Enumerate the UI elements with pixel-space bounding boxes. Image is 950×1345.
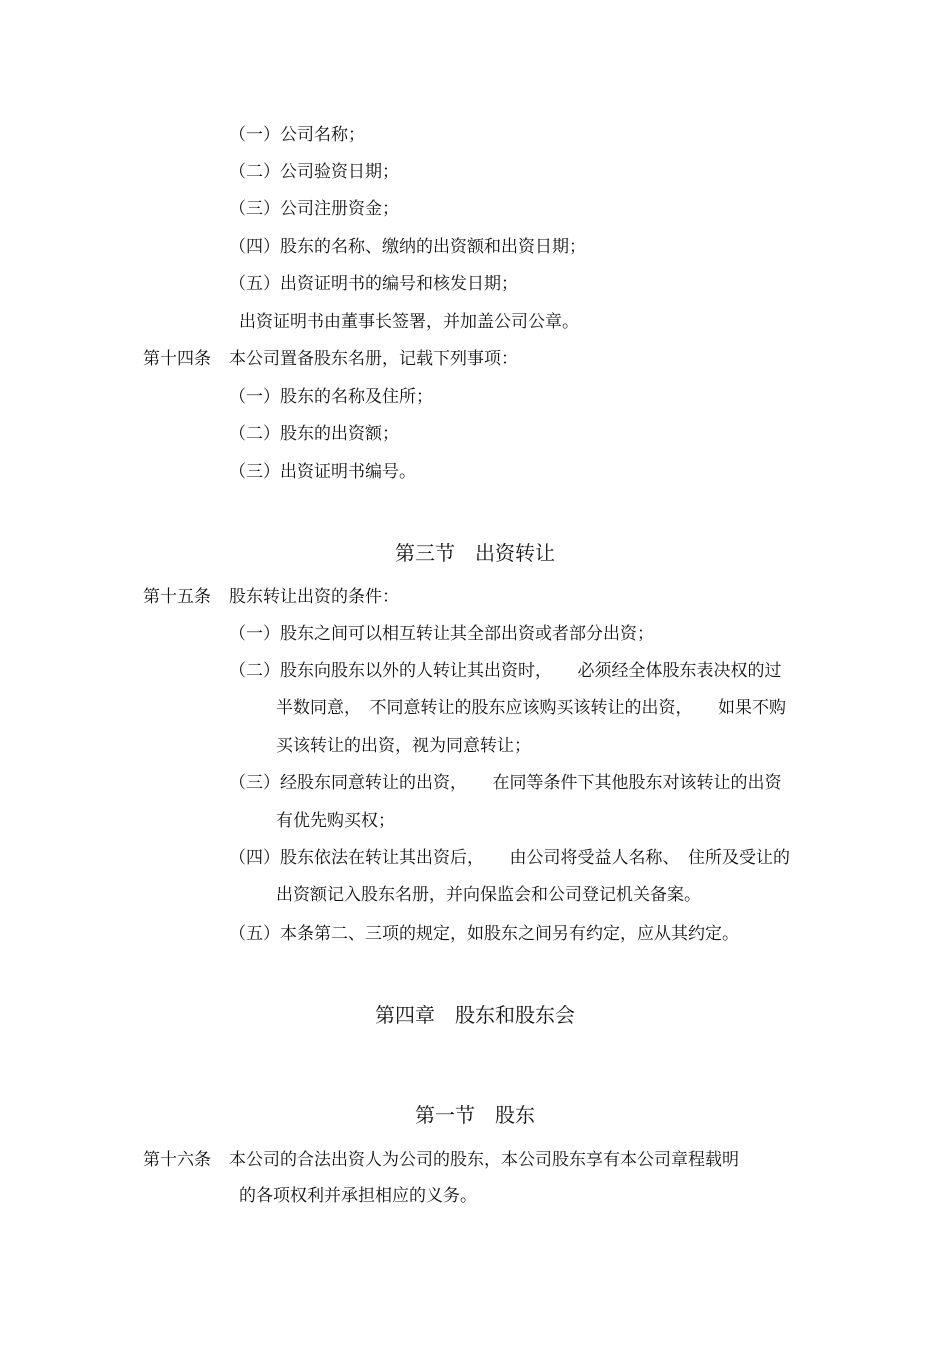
cert-item-2: （二）公司验资日期； (229, 162, 399, 182)
article-16 (143, 1149, 739, 1171)
cert-item-5: （五）出资证明书的编号和核发日期； (229, 274, 518, 294)
article-15-label: 第十五条 (143, 587, 211, 607)
article-15-item-4-line-1: （四）股东依法在转让其出资后， 由公司将受益人名称、 住所及受让的 (229, 848, 790, 868)
article-14 (143, 348, 518, 370)
article-16-text-line-2: 的各项权利并承担相应的义务。 (239, 1186, 477, 1206)
section-1-heading: 第一节 股东 (415, 1103, 535, 1127)
article-15-item-2-line-2: 半数同意， 不同意转让的股东应该购买该转让的出资， 如果不购 (276, 698, 786, 718)
article-15-item-3-line-2: 有优先购买权； (276, 811, 395, 831)
article-15-item-5: （五）本条第二、三项的规定，如股东之间另有约定，应从其约定。 (229, 924, 739, 944)
article-15-text: 股东转让出资的条件： (229, 587, 399, 607)
article-14-text: 本公司置备股东名册，记载下列事项： (229, 349, 518, 369)
article-15-item-1: （一）股东之间可以相互转让其全部出资或者部分出资； (229, 624, 654, 644)
article-15-item-2-line-3: 买该转让的出资，视为同意转让； (276, 736, 531, 756)
article-14-item-1: （一）股东的名称及住所； (229, 387, 433, 407)
cert-item-3: （三）公司注册资金； (229, 199, 399, 219)
article-15 (143, 586, 399, 608)
article-15-item-3-line-1: （三）经股东同意转让的出资， 在同等条件下其他股东对该转让的出资 (229, 773, 782, 793)
article-15-item-4-line-2: 出资额记入股东名册，并向保监会和公司登记机关备案。 (276, 885, 701, 905)
article-14-label: 第十四条 (143, 349, 211, 369)
cert-item-4: （四）股东的名称、缴纳的出资额和出资日期； (229, 237, 586, 257)
chapter-4-heading: 第四章 股东和股东会 (375, 1003, 575, 1027)
section-3-heading: 第三节 出资转让 (395, 541, 555, 565)
article-14-item-2: （二）股东的出资额； (229, 424, 399, 444)
cert-note: 出资证明书由董事长签署，并加盖公司公章。 (239, 312, 579, 332)
article-16-text-line-1: 本公司的合法出资人为公司的股东，本公司股东享有本公司章程载明 (229, 1150, 739, 1170)
article-15-item-2-line-1: （二）股东向股东以外的人转让其出资时， 必须经全体股东表决权的过 (229, 661, 782, 681)
cert-item-1: （一）公司名称； (229, 125, 365, 145)
article-14-item-3: （三）出资证明书编号。 (229, 462, 416, 482)
article-16-label: 第十六条 (143, 1150, 211, 1170)
